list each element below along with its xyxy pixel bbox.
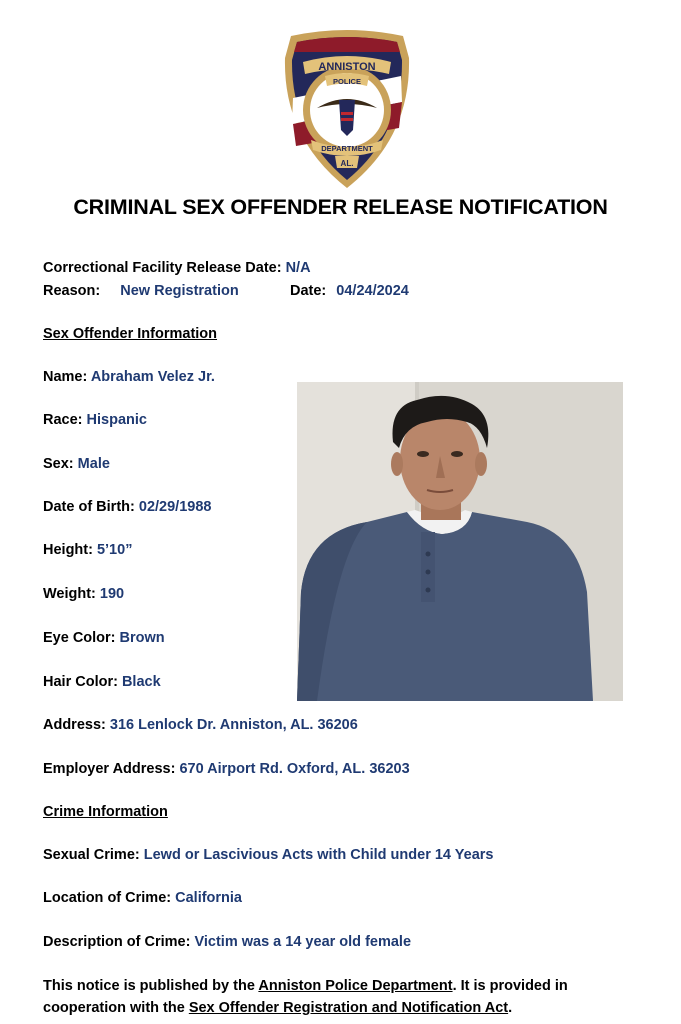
badge-text-police: POLICE	[333, 77, 361, 86]
date-row	[290, 283, 409, 299]
offender-weight-row	[43, 586, 124, 602]
reason-value: New Registration	[120, 283, 239, 299]
offender-address-row	[43, 717, 358, 733]
offender-dob-row	[43, 499, 211, 515]
field-label: Employer Address:	[43, 761, 176, 777]
notice-text: .	[508, 1000, 513, 1016]
notice-dept-name: Anniston Police Department	[258, 978, 453, 994]
offender-hair-color-row	[43, 674, 161, 690]
offender-photo	[297, 382, 623, 701]
offender-eye-color-row	[43, 630, 165, 646]
field-value: Brown	[119, 630, 165, 646]
field-label: Height:	[43, 542, 93, 558]
notice-text: This notice is published by the	[43, 978, 259, 994]
field-value: 670 Airport Rd. Oxford, AL. 36203	[179, 761, 410, 777]
field-value: Male	[77, 456, 110, 472]
offender-info-heading: Sex Offender Information	[43, 326, 218, 342]
notice-paragraph	[43, 975, 643, 1019]
field-label: Sex:	[43, 456, 74, 472]
crime-description-row	[43, 934, 411, 950]
field-label: Hair Color:	[43, 674, 118, 690]
offender-height-row	[43, 542, 132, 558]
field-value: Black	[121, 674, 161, 690]
badge-text-state: AL.	[340, 159, 354, 168]
notice-text: . It is provided in cooperation with the	[43, 978, 568, 1016]
field-value: 190	[99, 586, 125, 602]
field-label: Sexual Crime:	[43, 847, 140, 863]
field-label: Description of Crime:	[43, 934, 191, 950]
field-value: 02/29/1988	[138, 499, 212, 515]
offender-name-row	[43, 369, 215, 385]
sexual-crime-row	[43, 847, 493, 863]
field-value: California	[175, 890, 242, 906]
crime-location-row	[43, 890, 242, 906]
offender-race-row	[43, 412, 147, 428]
field-label: Location of Crime:	[43, 890, 172, 906]
offender-employer-address-row	[43, 761, 410, 777]
release-date-row	[43, 260, 311, 276]
date-label: Date:	[290, 283, 327, 299]
reason-label: Reason:	[43, 283, 101, 299]
field-label: Name:	[43, 369, 88, 385]
field-value: Lewd or Lascivious Acts with Child under 14 Years	[143, 847, 494, 863]
reason-row	[43, 283, 239, 299]
field-value: 316 Lenlock Dr. Anniston, AL. 36206	[109, 717, 358, 733]
field-value: Hispanic	[86, 412, 147, 428]
field-label: Address:	[43, 717, 106, 733]
field-value: Victim was a 14 year old female	[194, 934, 412, 950]
release-date-label: Correctional Facility Release Date:	[43, 260, 282, 276]
crime-info-heading: Crime Information	[43, 804, 168, 820]
badge-text-anniston: ANNISTON	[318, 61, 376, 73]
notice-act-name: Sex Offender Registration and Notification Act	[188, 1000, 509, 1016]
field-value: 5’10”	[96, 542, 133, 558]
field-label: Race:	[43, 412, 83, 428]
date-value: 04/24/2024	[336, 283, 409, 299]
police-badge-logo	[281, 28, 413, 192]
field-label: Weight:	[43, 586, 96, 602]
field-value: Abraham Velez Jr.	[90, 369, 215, 385]
badge-text-department: DEPARTMENT	[321, 144, 373, 153]
release-date-value: N/A	[285, 260, 311, 276]
page-title: CRIMINAL SEX OFFENDER RELEASE NOTIFICATION	[73, 195, 608, 219]
field-label: Date of Birth:	[43, 499, 135, 515]
field-label: Eye Color:	[43, 630, 116, 646]
offender-sex-row	[43, 456, 110, 472]
